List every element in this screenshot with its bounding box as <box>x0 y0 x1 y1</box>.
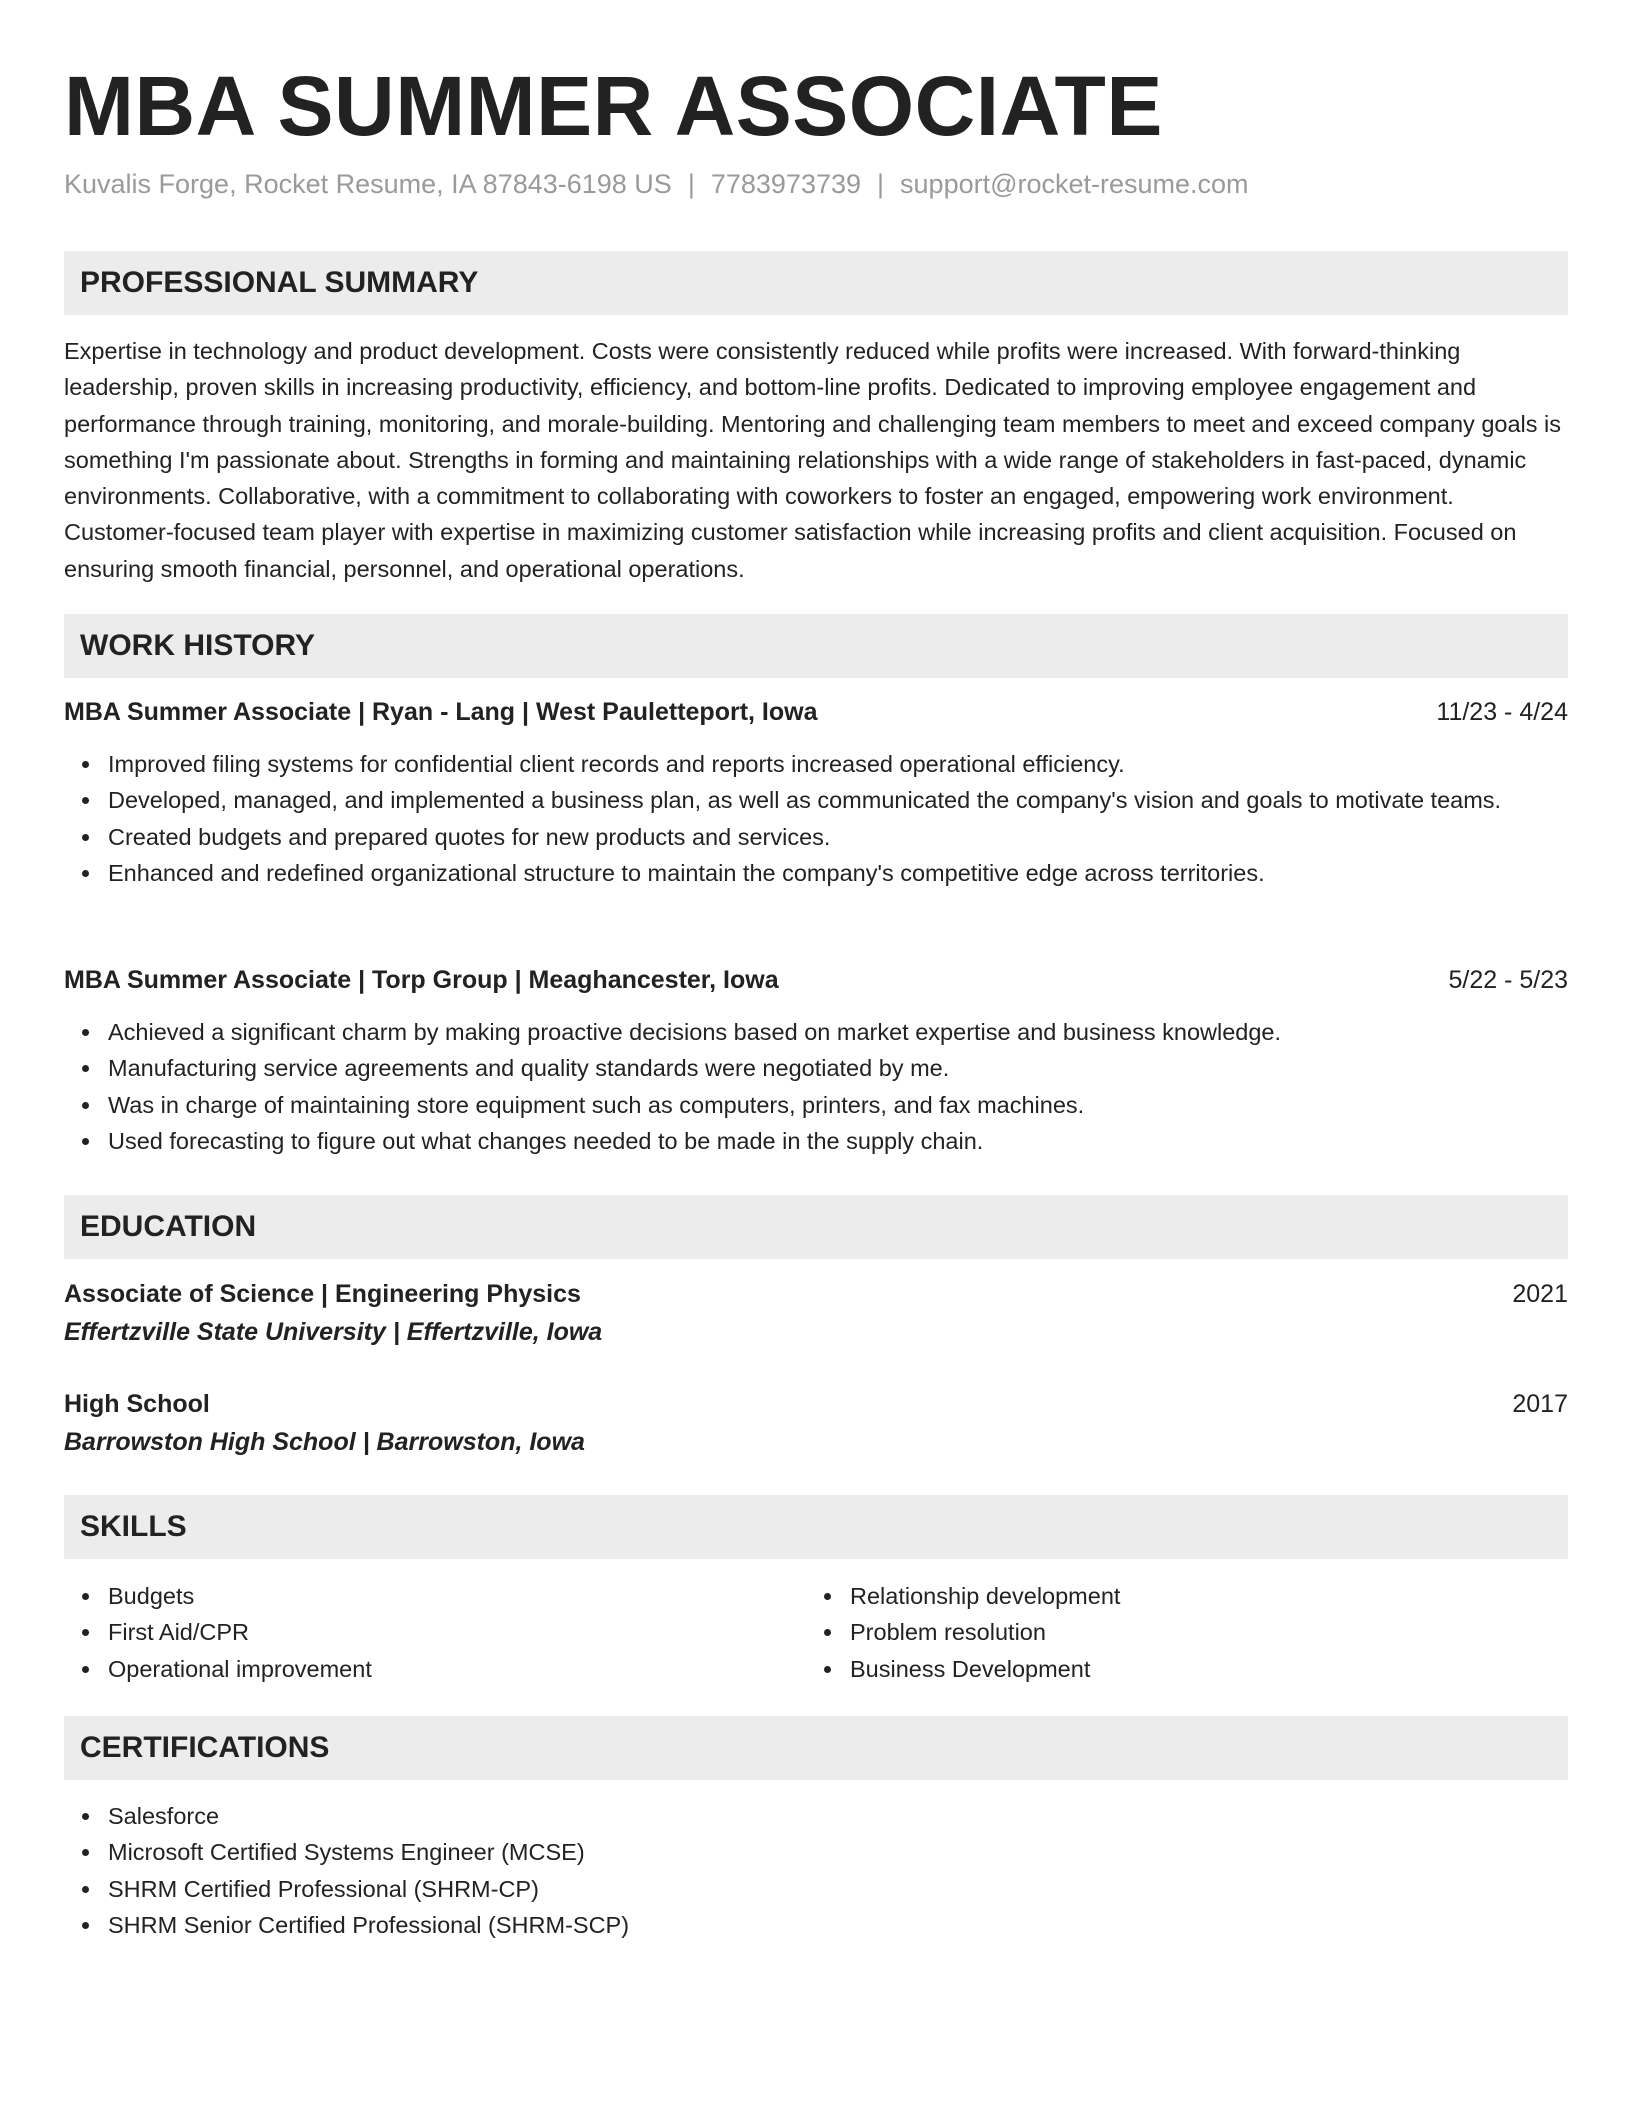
job-dates: 11/23 - 4/24 <box>1436 698 1568 726</box>
certification-item: SHRM Certified Professional (SHRM-CP) <box>108 1871 1568 1907</box>
job-bullet: Developed, managed, and implemented a business plan, as well as communicated the company's vision and goals to motivate teams. <box>108 782 1508 818</box>
job-header <box>64 962 1568 998</box>
skills-list-left <box>64 1578 806 1687</box>
candidate-name: MBA SUMMER ASSOCIATE <box>64 59 1163 153</box>
section-header-education: EDUCATION <box>64 1195 1568 1259</box>
job-bullet: Was in charge of maintaining store equipment such as computers, printers, and fax machines. <box>108 1087 1568 1123</box>
education-degree: Associate of Science | Engineering Physics <box>64 1280 581 1308</box>
contact-email: support@rocket-resume.com <box>900 169 1249 199</box>
job-title: MBA Summer Associate | Ryan - Lang | West Pauletteport, Iowa <box>64 698 818 726</box>
section-header-skills: SKILLS <box>64 1495 1568 1559</box>
skill-item: Operational improvement <box>108 1651 806 1687</box>
section-header-summary: PROFESSIONAL SUMMARY <box>64 251 1568 315</box>
certification-item: SHRM Senior Certified Professional (SHRM-SCP) <box>108 1907 1568 1943</box>
education-year: 2021 <box>1512 1280 1568 1308</box>
section-header-work-history: WORK HISTORY <box>64 614 1568 678</box>
education-school: Barrowston High School | Barrowston, Iowa <box>64 1428 585 1456</box>
job-dates: 5/22 - 5/23 <box>1448 966 1568 994</box>
section-header-certifications: CERTIFICATIONS <box>64 1716 1568 1780</box>
certification-item: Salesforce <box>108 1798 1568 1834</box>
contact-line <box>64 164 1249 204</box>
skill-item: First Aid/CPR <box>108 1614 806 1650</box>
skill-item: Business Development <box>850 1651 1548 1687</box>
summary-text: Expertise in technology and product development. Costs were consistently reduced while profits were increased. With forward-thinking leadership, proven skills in increasing productivity, efficiency, and bottom-line profits. Dedicated to improving employee engagement and performance through training, monitoring, and morale-building. Mentoring and challenging team members to meet and exceed company goals is something I'm passionate about. Strengths in forming and maintaining relationships with a wide range of stakeholders in fast-paced, dynamic environments. Collaborative, with a commitment to collaborating with coworkers to foster an engaged, empowering work environment. Customer-focused team player with expertise in maximizing customer satisfaction while increasing profits and client acquisition. Focused on ensuring smooth financial, personnel, and operational operations. <box>64 338 1562 582</box>
job-bullet-list <box>64 1014 1568 1159</box>
job-header <box>64 694 1568 730</box>
job-bullet: Manufacturing service agreements and quality standards were negotiated by me. <box>108 1050 1568 1086</box>
education-entry <box>64 1386 1568 1462</box>
job-bullet: Created budgets and prepared quotes for new products and services. <box>108 819 1508 855</box>
job-title: MBA Summer Associate | Torp Group | Meaghancester, Iowa <box>64 966 779 994</box>
skill-item: Problem resolution <box>850 1614 1548 1650</box>
skill-item: Budgets <box>108 1578 806 1614</box>
contact-address: Kuvalis Forge, Rocket Resume, IA 87843-6198 US <box>64 169 672 199</box>
job-bullet: Achieved a significant charm by making proactive decisions based on market expertise and business knowledge. <box>108 1014 1568 1050</box>
job-bullet: Enhanced and redefined organizational structure to maintain the company's competitive edge across territories. <box>108 855 1508 891</box>
education-year: 2017 <box>1512 1390 1568 1418</box>
job-bullet: Improved filing systems for confidential client records and reports increased operational efficiency. <box>108 746 1508 782</box>
education-entry <box>64 1276 1568 1352</box>
certification-item: Microsoft Certified Systems Engineer (MCSE) <box>108 1834 1568 1870</box>
education-degree: High School <box>64 1390 210 1418</box>
job-bullet-list <box>64 746 1568 891</box>
contact-phone: 7783973739 <box>710 169 862 199</box>
skill-item: Relationship development <box>850 1578 1548 1614</box>
education-school: Effertzville State University | Effertzville, Iowa <box>64 1318 603 1346</box>
contact-separator: | <box>877 169 885 199</box>
certifications-list <box>64 1798 1568 1943</box>
skills-list-right <box>806 1578 1548 1687</box>
job-bullet: Used forecasting to figure out what changes needed to be made in the supply chain. <box>108 1123 1568 1159</box>
contact-separator: | <box>687 169 695 199</box>
